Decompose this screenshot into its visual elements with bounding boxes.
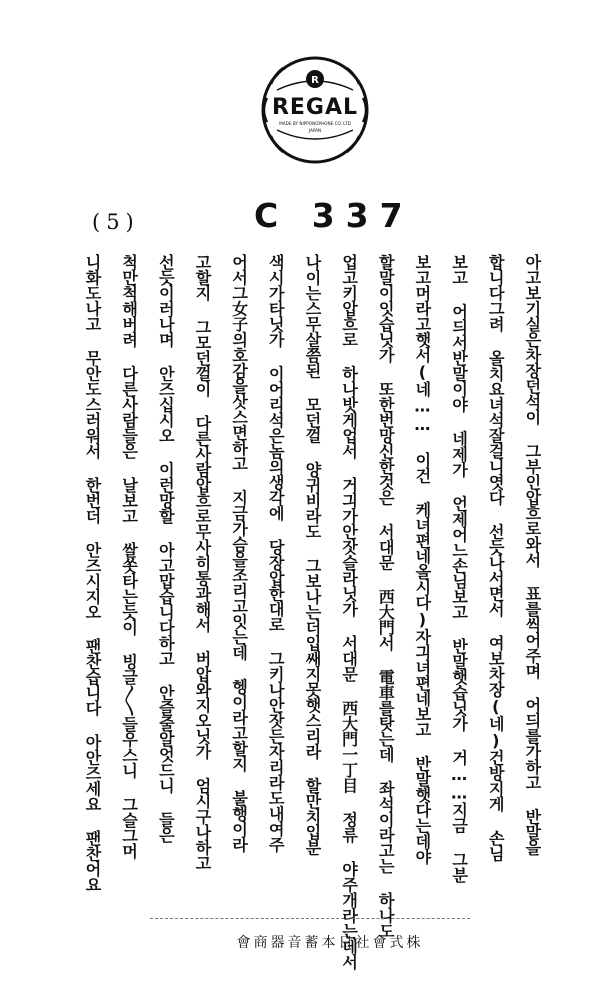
svg-text:MADE BY NIPPONOPHONE CO. LTD: MADE BY NIPPONOPHONE CO. LTD <box>279 121 351 126</box>
publisher-name: 會商器音蓄本日社會式株 <box>236 935 424 951</box>
text-column: 보고머라고햇서(네…… 이건 케녀편네올시다)자긔녀편네보고 반말햇다는데야 <box>412 254 432 864</box>
svg-text:REGAL: REGAL <box>271 95 359 120</box>
catalog-number: C 337 <box>254 196 414 235</box>
text-column: 업고키압흐로 하나밧게업서 거긔가안잣슬라닛가 서대문 西大門一丁目 정류 야주개라는데서 <box>339 254 359 970</box>
text-column: 합니다그려 올치요녀석잘걸니엿다 선듯나서면서 여보차장(네)건방지게 손님 <box>486 254 506 861</box>
text-column: 색시가타닛가 이어리석은놈의생각에 당장압한대로 그키나안잣든자리라도내여주 <box>266 254 286 852</box>
text-column: 아고보기실은차장던석이 그부인압흐로와서 표를씩어주며 어듸를가하고 반말을 <box>522 254 542 855</box>
text-column: 니화도나고 무안도스러워서 한번더 안즈시지오 팬찬습니다 아안즈세요 팬찬어요 <box>83 254 102 892</box>
regal-seal-icon <box>257 52 373 168</box>
text-column: 선듯이러나며 안즈십시오 이런망할 아고맙습니다하고 안즐줄알엇드니 들은 <box>156 254 176 843</box>
text-column: 고할지 그모던껄이 다른사람압흐로무사히통과해서 버압와지오닛가 엄시구나하고 <box>192 254 212 871</box>
text-column: 할말이잇습닛가 또한번망신한것은 서대문 西大門서 電車를탓는데 좌석이라고는 하나도 <box>376 254 396 939</box>
footer-divider <box>150 918 470 919</box>
text-column: 어서그女子의호감을삿스면하고 지금가슴을조리고잇는데 헹이라고할지 불행이라 <box>229 254 249 852</box>
page-number: (5) <box>92 210 140 234</box>
text-column: 보고 어듸서반말이야 네제가 언제어느손님보고 반말햇습닛가 거……지금 그분 <box>449 254 469 883</box>
text-column: 나이는스무살쯤된 모던껄 양귀비라도 그보나는더입쌔지못햇스리라 할만치입분 <box>302 254 322 855</box>
svg-text:R: R <box>311 75 319 86</box>
svg-text:JAPAN: JAPAN <box>308 128 322 133</box>
text-column: 척만척해버려 다른사람들은 날보고 쌀쏫타는듯이 빙글〳〵들우스니 그슬그머 <box>119 254 139 859</box>
regal-logo <box>257 52 373 168</box>
